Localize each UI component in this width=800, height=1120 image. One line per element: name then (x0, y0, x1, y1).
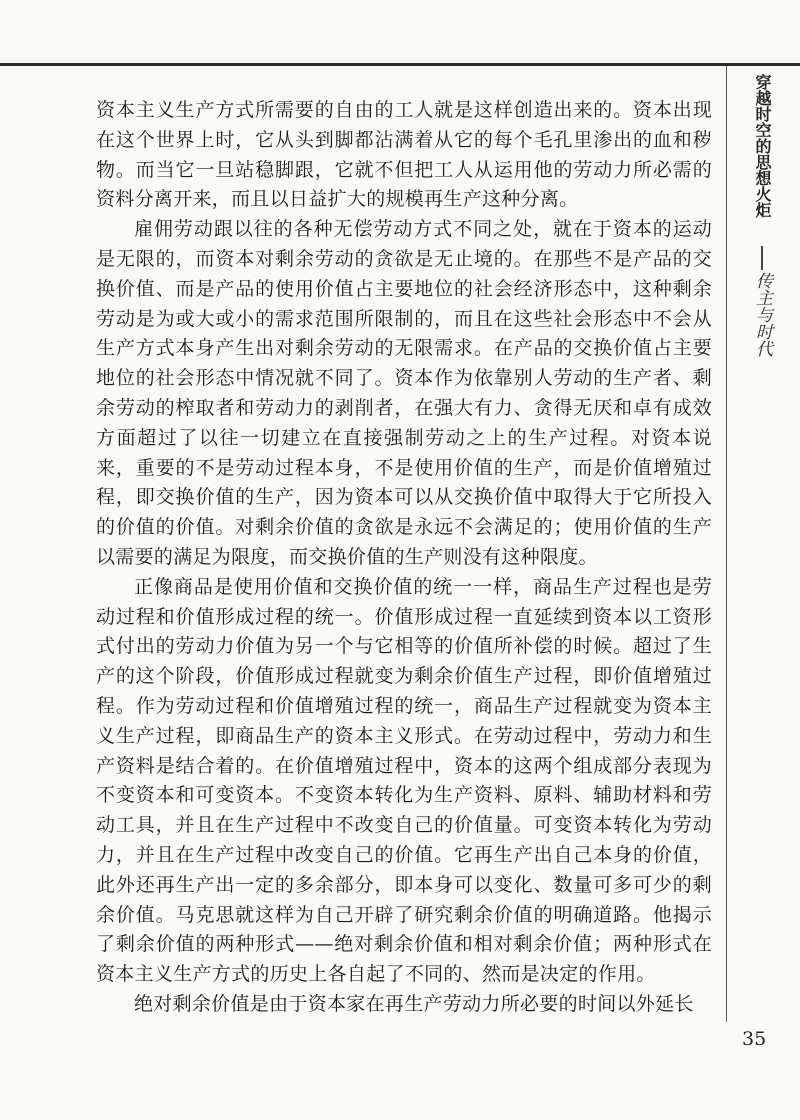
header-rule (0, 63, 800, 66)
paragraph: 绝对剩余价值是由于资本家在再生产劳动力所必要的时间以外延长 (134, 992, 694, 1015)
running-sidebar (726, 66, 800, 1022)
sidebar-divider (726, 66, 727, 1022)
page-number: 35 (742, 1028, 767, 1050)
paragraph: 雇佣劳动跟以往的各种无偿劳动方式不同之处，就在于资本的运动是无限的，而资本对剩余劳动的贪欲是无止境的。在那些不是产品的交换价值、而是产品的使用价值占主要地位的社会经济形态中，这种剩余劳动是为或大或小的需求范围所限制的，而且在这些社会形态中不会从生产方式本身产生出对剩余劳动的无限需求。在产品的交换价值占主要地位的社会形态中情况就不同了。资本作为依靠别人劳动的生产者、剩余劳动的榨取者和劳动力的剥削者，在强大有力、贪得无厌和卓有成效方面超过了以往一切建立在直接强制劳动之上的生产过程。对资本说来，重要的不是劳动过程本身，不是使用价值的生产，而是价值增殖过程，即交换价值的生产，因为资本可以从交换价值中取得大于它所投入的价值的价值。对剩余价值的贪欲是永远不会满足的；使用价值的生产以需要的满足为限度，而交换价值的生产则没有这种限度。 (96, 218, 712, 568)
title-dash (761, 246, 763, 270)
series-title: 穿越时空的思想火炬 (753, 74, 772, 218)
book-title: 传主与时代 (752, 272, 772, 357)
paragraph: 资本主义生产方式所需要的自由的工人就是这样创造出来的。资本出现在这个世界上时，它从头到脚都沾满着从它的每个毛孔里渗出的血和秽物。而当它一旦站稳脚跟，它就不但把工人从运用他的劳动力所必需的资料分离开来，而且以日益扩大的规模再生产这种分离。 (96, 99, 712, 211)
paragraph: 正像商品是使用价值和交换价值的统一一样，商品生产过程也是劳动过程和价值形成过程的统一。价值形成过程一直延续到资本以工资形式付出的劳动力价值为另一个与它相等的价值所补偿的时候。超过了生产的这个阶段，价值形成过程就变为剩余价值生产过程，即价值增殖过程。作为劳动过程和价值增殖过程的统一，商品生产过程就变为资本主义生产过程，即商品生产的资本主义形式。在劳动过程中，劳动力和生产资料是结合着的。在价值增殖过程中，资本的这两个组成部分表现为不变资本和可变资本。不变资本转化为生产资料、原料、辅助材料和劳动工具，并且在生产过程中不改变自己的价值量。可变资本转化为劳动力，并且在生产过程中改变自己的价值。它再生产出自己本身的价值，此外还再生产出一定的多余部分，即本身可以变化、数量可多可少的剩余价值。马克思就这样为自己开辟了研究剩余价值的明确道路。他揭示了剩余价值的两种形式——绝对剩余价值和相对剩余价值；两种形式在资本主义生产方式的历史上各自起了不同的、然而是决定的作用。 (96, 575, 712, 986)
body-text (96, 96, 712, 1020)
